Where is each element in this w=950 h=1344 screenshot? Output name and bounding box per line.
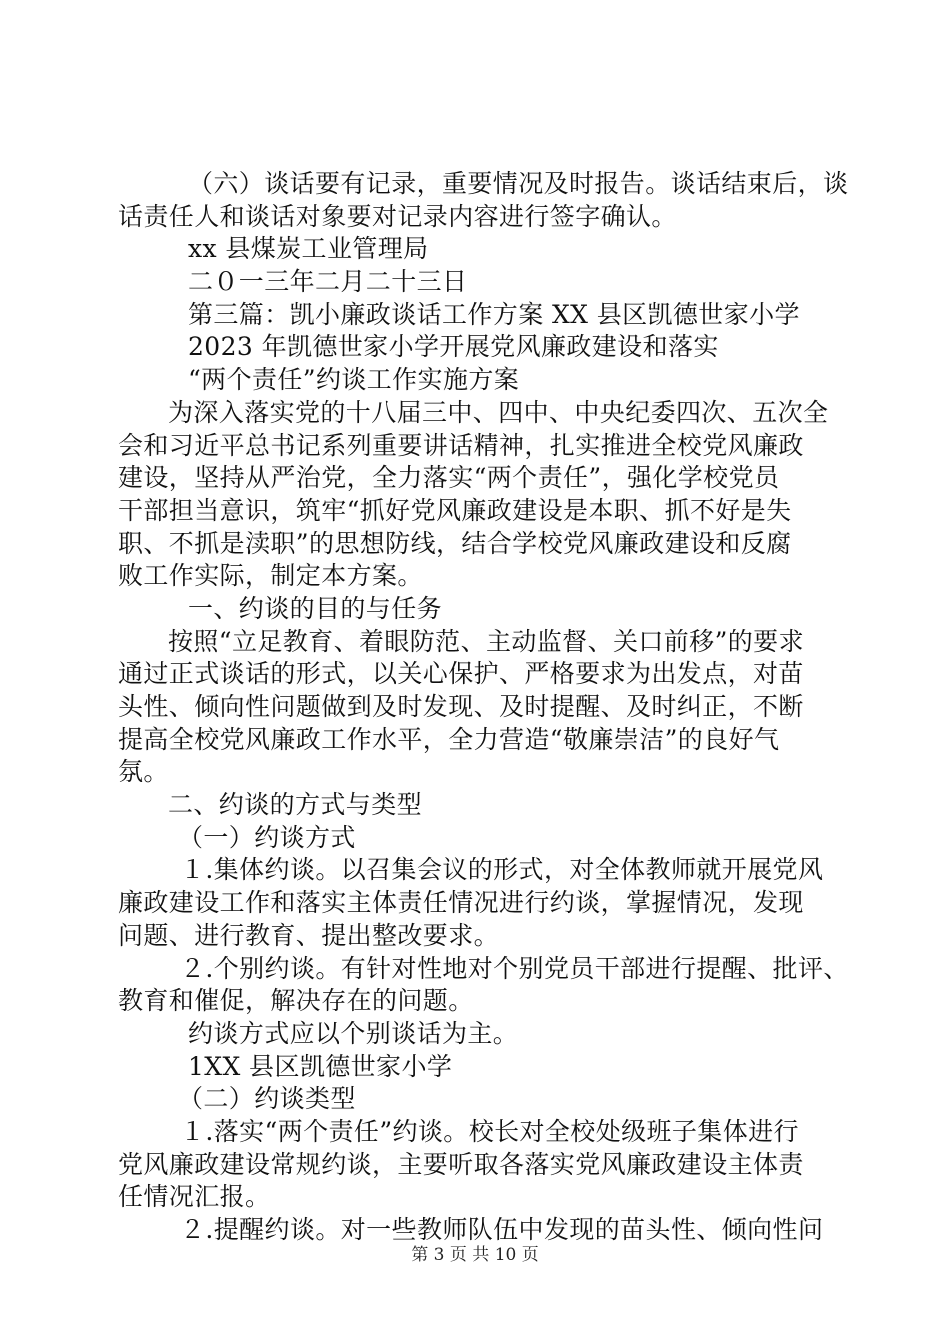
- text-line: （二）约谈类型: [178, 1084, 356, 1114]
- text-line: （六）谈话要有记录，重要情况及时报告。谈话结束后，谈: [188, 169, 849, 198]
- text-line: 通过正式谈话的形式，以关心保护、严格要求为出发点，对苗: [118, 659, 804, 689]
- text-line: 党风廉政建设常规约谈，主要听取各落实党风廉政建设主体责: [118, 1149, 804, 1179]
- text-line: 败工作实际，制定本方案。: [118, 561, 423, 591]
- text-line: 约谈方式应以个别谈话为主。: [188, 1018, 519, 1048]
- text-line: 话责任人和谈话对象要对记录内容进行签字确认。: [118, 201, 677, 231]
- text-line: 廉政建设工作和落实主体责任情况进行约谈，掌握情况，发现: [118, 888, 804, 918]
- text-line: ２.个别约谈。有针对性地对个别党员干部进行提醒、批评、: [180, 953, 849, 983]
- text-line: 干部担当意识，筑牢“抓好党风廉政建设是本职、抓不好是失: [118, 495, 792, 525]
- text-line: 2023 年凯德世家小学开展党风廉政建设和落实: [188, 332, 719, 362]
- text-line: 建设，坚持从严治党，全力落实“两个责任”，强化学校党员: [118, 463, 780, 493]
- text-line: １.集体约谈。以召集会议的形式，对全体教师就开展党风: [180, 855, 824, 885]
- page-footer: 第 3 页 共 10 页: [411, 1245, 539, 1265]
- text-line: 任情况汇报。: [118, 1182, 271, 1212]
- text-line: 头性、倾向性问题做到及时发现、及时提醒、及时纠正，不断: [118, 692, 804, 721]
- text-line: 职、不抓是渎职”的思想防线，结合学校党风廉政建设和反腐: [118, 528, 792, 558]
- text-line: 氛。: [118, 757, 169, 787]
- text-line: “两个责任”约谈工作实施方案: [188, 365, 520, 395]
- text-line: 二、约谈的方式与类型: [168, 790, 423, 820]
- text-line: 1XX 县区凯德世家小学: [188, 1051, 453, 1081]
- text-line: 会和习近平总书记系列重要讲话精神，扎实推进全校党风廉政: [118, 430, 804, 460]
- text-line: xx 县煤炭工业管理局: [188, 234, 429, 264]
- text-line: １.落实“两个责任”约谈。校长对全校处级班子集体进行: [180, 1116, 799, 1146]
- text-line: 一、约谈的目的与任务: [188, 593, 443, 623]
- text-line: 第三篇：凯小廉政谈话工作方案 XX 县区凯德世家小学: [188, 299, 800, 329]
- text-line: （一）约谈方式: [178, 822, 356, 852]
- text-line: ２.提醒约谈。对一些教师队伍中发现的苗头性、倾向性问: [180, 1215, 824, 1244]
- document-body: [118, 168, 849, 1247]
- text-line: 按照“立足教育、着眼防范、主动监督、关口前移”的要求: [168, 626, 804, 656]
- text-line: 二０一三年二月二十三日: [188, 267, 468, 297]
- text-line: 问题、进行教育、提出整改要求。: [118, 920, 500, 950]
- text-line: 教育和催促，解决存在的问题。: [118, 986, 474, 1016]
- text-line: 提高全校党风廉政工作水平，全力营造“敬廉崇洁”的良好气: [118, 724, 780, 754]
- text-line: 为深入落实党的十八届三中、四中、中央纪委四次、五次全: [168, 397, 829, 427]
